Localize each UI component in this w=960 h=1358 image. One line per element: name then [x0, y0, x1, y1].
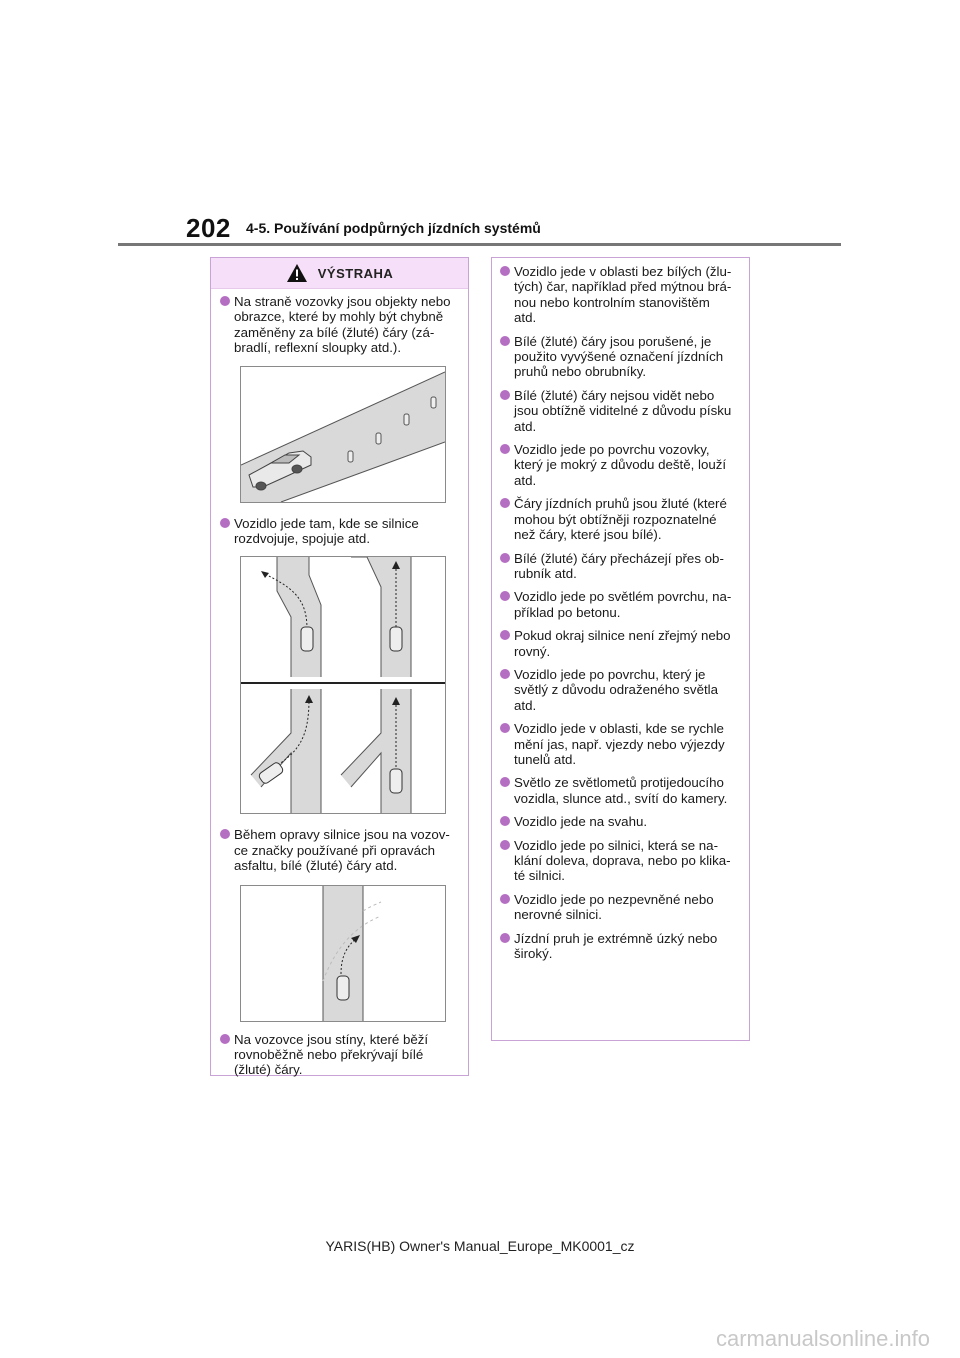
list-item-text: Bílé (žluté) čáry nejsou vidět nebo jsou obtížně viditelné z důvodu písku atd.	[514, 387, 732, 434]
figure-road-branching	[240, 556, 446, 814]
list-item-text: Během opravy silnice jsou na vozov- ce značky používané při opravách asfaltu, bílé (žluté) čáry atd.	[234, 827, 450, 874]
bullet-icon	[500, 933, 510, 943]
bullet-icon	[500, 498, 510, 508]
bullet-icon	[500, 390, 510, 400]
list-item-text: Vozidlo jede tam, kde se silnice rozdvojuje, spojuje atd.	[234, 515, 419, 547]
list-item-text: Jízdní pruh je extrémně úzký nebo široký.	[514, 930, 718, 962]
bullet-icon	[220, 1034, 230, 1044]
list-item-text: Na straně vozovky jsou objekty nebo obrazce, které by mohly být chybně zaměněny za bílé (žluté) čáry (zá- bradlí, reflexní sloupky atd.).	[234, 294, 451, 356]
list-item-text: Bílé (žluté) čáry přecházejí přes ob- rubník atd.	[514, 550, 724, 581]
warning-title: VÝSTRAHA	[317, 265, 394, 281]
list-item	[495, 775, 743, 806]
list-item-text: Vozidlo jede po nezpevněné nebo nerovné silnici.	[514, 891, 714, 923]
list-item	[495, 721, 743, 767]
warning-triangle-icon	[286, 263, 308, 283]
list-item	[495, 892, 743, 923]
list-item	[215, 827, 460, 873]
list-item	[495, 496, 743, 542]
bullet-icon	[220, 518, 230, 528]
list-item-text: Bílé (žluté) čáry jsou porušené, je použito vyvýšené označení jízdních pruhů nebo obrubníky.	[514, 333, 724, 380]
list-item	[495, 667, 743, 713]
header-rule	[118, 243, 841, 246]
warning-box	[210, 257, 469, 1076]
bullet-icon	[500, 444, 510, 454]
section-title: 4-5. Používání podpůrných jízdních systémů	[246, 220, 541, 236]
list-item-text: Vozidlo jede v oblasti bez bílých (žlu- tých) čar, například před mýtnou brá- nou nebo kontrolním stanovištěm atd.	[514, 264, 732, 326]
bullet-icon	[500, 553, 510, 563]
figure-road-repair	[240, 885, 446, 1022]
warning-header	[211, 258, 468, 289]
list-item	[215, 516, 460, 547]
bullet-icon	[500, 336, 510, 346]
bullet-icon	[500, 630, 510, 640]
list-item-text: Vozidlo jede po povrchu, který je světlý z důvodu odraženého světla atd.	[514, 666, 719, 713]
bullet-icon	[500, 816, 510, 826]
list-item-text: Čáry jízdních pruhů jsou žluté (které mohou být obtížněji rozpoznatelné než čáry, které jsou bílé).	[514, 496, 727, 543]
list-item-text: Vozidlo jede po povrchu vozovky, který je mokrý z důvodu deště, louží atd.	[514, 442, 727, 488]
bullet-icon	[500, 777, 510, 787]
list-item	[215, 294, 460, 356]
bullet-icon	[500, 669, 510, 679]
list-item-text: Na vozovce jsou stíny, které běží rovnoběžně nebo překrývají bílé (žluté) čáry.	[234, 1031, 429, 1078]
list-item	[495, 628, 743, 659]
list-item	[495, 388, 743, 434]
list-item	[495, 551, 743, 582]
list-item-text: Vozidlo jede po silnici, která se na- klání doleva, doprava, nebo po klika- té silnici.	[514, 837, 731, 884]
list-item	[215, 1032, 460, 1078]
list-item	[495, 589, 743, 620]
conditions-box	[491, 257, 750, 1041]
bullet-icon	[500, 840, 510, 850]
bullet-icon	[500, 894, 510, 904]
list-item-text: Vozidlo jede v oblasti, kde se rychle mění jas, např. vjezdy nebo výjezdy tunelů atd.	[514, 721, 725, 767]
bullet-icon	[500, 591, 510, 601]
figure-roadside-posts	[240, 366, 446, 503]
list-item	[495, 814, 743, 829]
watermark: carmanualsonline.info	[715, 1326, 930, 1351]
bullet-icon	[500, 266, 510, 276]
bullet-icon	[220, 829, 230, 839]
list-item	[495, 838, 743, 884]
list-item	[495, 442, 743, 488]
list-item-text: Vozidlo jede na svahu.	[514, 814, 648, 830]
list-item-text: Světlo ze světlometů protijedoucího vozidla, slunce atd., svítí do kamery.	[514, 775, 728, 806]
bullet-icon	[500, 723, 510, 733]
list-item	[495, 334, 743, 380]
list-item-text: Vozidlo jede po světlém povrchu, na- příklad po betonu.	[514, 589, 732, 620]
list-item	[495, 931, 743, 962]
bullet-icon	[220, 296, 230, 306]
list-item	[495, 264, 743, 326]
footer-text: YARIS(HB) Owner's Manual_Europe_MK0001_cz	[325, 1238, 635, 1254]
page-number: 202	[186, 213, 231, 243]
list-item-text: Pokud okraj silnice není zřejmý nebo rovný.	[514, 628, 731, 659]
